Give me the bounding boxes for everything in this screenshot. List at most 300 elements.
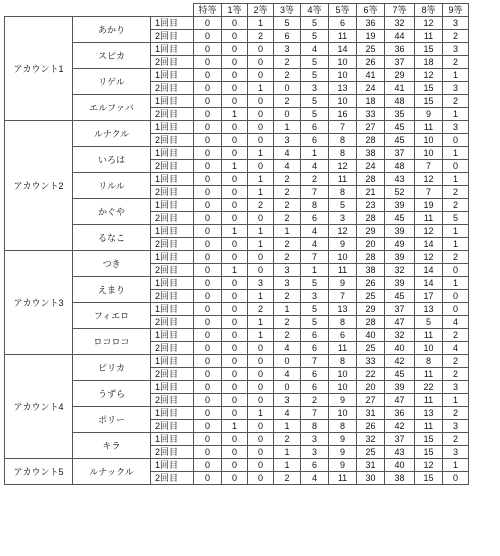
count-cell: 1 [248,238,274,251]
count-cell: 2 [443,95,469,108]
count-cell: 0 [194,303,222,316]
table-row [5,121,469,134]
character-name: ルナックル [73,459,151,485]
count-cell: 0 [222,394,248,407]
count-cell: 28 [357,316,385,329]
count-cell: 39 [385,199,415,212]
count-cell: 6 [301,134,329,147]
count-cell: 2 [248,303,274,316]
table-row [5,95,469,108]
count-cell: 0 [194,17,222,30]
count-cell: 1 [443,69,469,82]
count-cell: 0 [222,69,248,82]
count-cell: 1 [222,108,248,121]
count-cell: 10 [329,407,357,420]
count-cell: 48 [385,160,415,173]
count-cell: 8 [415,355,443,368]
count-cell: 1 [443,225,469,238]
count-cell: 11 [415,121,443,134]
character-name: キラ [73,433,151,459]
attempt-label: 1回目 [151,95,194,108]
count-cell: 7 [329,290,357,303]
count-cell: 0 [194,446,222,459]
count-cell: 2 [274,433,301,446]
count-cell: 7 [301,251,329,264]
count-cell: 2 [274,212,301,225]
count-cell: 3 [443,420,469,433]
count-cell: 9 [415,108,443,121]
table-row [5,147,469,160]
count-cell: 4 [274,147,301,160]
count-cell: 39 [385,381,415,394]
count-cell: 11 [329,30,357,43]
count-cell: 10 [329,381,357,394]
attempt-label: 2回目 [151,342,194,355]
count-cell: 35 [385,108,415,121]
count-cell: 2 [443,433,469,446]
count-cell: 11 [329,342,357,355]
count-cell: 11 [415,368,443,381]
count-cell: 2 [301,394,329,407]
count-cell: 0 [222,43,248,56]
count-cell: 29 [357,225,385,238]
count-cell: 2 [274,290,301,303]
count-cell: 9 [329,446,357,459]
count-cell: 2 [274,316,301,329]
count-cell: 2 [443,251,469,264]
count-cell: 23 [357,199,385,212]
count-cell: 12 [415,69,443,82]
count-cell: 2 [274,186,301,199]
count-cell: 28 [357,173,385,186]
count-cell: 32 [385,17,415,30]
count-cell: 6 [329,17,357,30]
character-name: うずら [73,381,151,407]
count-cell: 1 [248,173,274,186]
count-cell: 11 [415,394,443,407]
count-cell: 1 [443,147,469,160]
count-cell: 0 [248,446,274,459]
attempt-label: 1回目 [151,329,194,342]
results-body [5,4,469,485]
attempt-label: 2回目 [151,264,194,277]
count-cell: 4 [443,342,469,355]
count-cell: 15 [415,43,443,56]
count-cell: 3 [443,17,469,30]
account-name: アカウント3 [5,251,73,355]
count-cell: 1 [301,264,329,277]
count-cell: 0 [194,225,222,238]
attempt-label: 2回目 [151,290,194,303]
prize-header: 4等 [301,4,329,17]
attempt-label: 2回目 [151,160,194,173]
count-cell: 0 [248,212,274,225]
count-cell: 1 [248,316,274,329]
count-cell: 52 [385,186,415,199]
count-cell: 6 [329,329,357,342]
count-cell: 2 [443,368,469,381]
count-cell: 0 [274,355,301,368]
count-cell: 8 [329,316,357,329]
count-cell: 0 [194,30,222,43]
count-cell: 26 [357,56,385,69]
count-cell: 6 [301,459,329,472]
count-cell: 47 [385,316,415,329]
account-name: アカウント5 [5,459,73,485]
attempt-label: 1回目 [151,43,194,56]
count-cell: 0 [222,355,248,368]
count-cell: 0 [222,472,248,485]
count-cell: 0 [248,134,274,147]
count-cell: 2 [443,329,469,342]
count-cell: 0 [194,329,222,342]
count-cell: 11 [329,472,357,485]
character-name: リゲル [73,69,151,95]
attempt-label: 2回目 [151,316,194,329]
count-cell: 0 [222,446,248,459]
count-cell: 2 [274,238,301,251]
count-cell: 8 [329,147,357,160]
table-row [5,199,469,212]
attempt-label: 2回目 [151,108,194,121]
count-cell: 32 [357,433,385,446]
count-cell: 3 [301,290,329,303]
count-cell: 4 [301,225,329,238]
count-cell: 1 [274,121,301,134]
count-cell: 3 [301,446,329,459]
count-cell: 7 [301,355,329,368]
count-cell: 4 [274,368,301,381]
count-cell: 0 [194,199,222,212]
count-cell: 9 [329,277,357,290]
count-cell: 0 [194,134,222,147]
count-cell: 0 [248,121,274,134]
count-cell: 11 [415,212,443,225]
count-cell: 3 [274,264,301,277]
count-cell: 0 [194,433,222,446]
count-cell: 42 [385,420,415,433]
count-cell: 0 [194,251,222,264]
count-cell: 5 [443,212,469,225]
count-cell: 6 [301,342,329,355]
count-cell: 18 [415,56,443,69]
count-cell: 11 [415,420,443,433]
count-cell: 15 [415,472,443,485]
count-cell: 0 [222,56,248,69]
count-cell: 14 [329,43,357,56]
count-cell: 0 [222,30,248,43]
count-cell: 8 [329,355,357,368]
attempt-label: 2回目 [151,394,194,407]
table-row [5,355,469,368]
count-cell: 5 [274,17,301,30]
count-cell: 0 [194,459,222,472]
count-cell: 0 [194,186,222,199]
prize-header: 2等 [248,4,274,17]
count-cell: 0 [222,212,248,225]
count-cell: 1 [274,225,301,238]
character-name: スピカ [73,43,151,69]
count-cell: 0 [194,43,222,56]
count-cell: 45 [385,290,415,303]
count-cell: 2 [274,69,301,82]
count-cell: 2 [443,56,469,69]
count-cell: 0 [248,420,274,433]
count-cell: 0 [248,95,274,108]
count-cell: 8 [329,134,357,147]
count-cell: 5 [301,69,329,82]
count-cell: 4 [274,407,301,420]
count-cell: 0 [222,329,248,342]
count-cell: 43 [385,446,415,459]
count-cell: 2 [274,95,301,108]
count-cell: 39 [385,225,415,238]
count-cell: 49 [385,238,415,251]
character-name: るなこ [73,225,151,251]
count-cell: 4 [301,160,329,173]
attempt-label: 2回目 [151,82,194,95]
count-cell: 25 [357,342,385,355]
count-cell: 1 [274,446,301,459]
count-cell: 2 [443,186,469,199]
count-cell: 2 [274,173,301,186]
count-cell: 1 [222,225,248,238]
count-cell: 0 [194,264,222,277]
count-cell: 0 [222,277,248,290]
count-cell: 0 [248,160,274,173]
count-cell: 8 [329,420,357,433]
count-cell: 4 [301,472,329,485]
account-name: アカウント2 [5,121,73,251]
character-name: ピリカ [73,355,151,381]
attempt-label: 1回目 [151,433,194,446]
count-cell: 4 [274,160,301,173]
count-cell: 31 [357,459,385,472]
count-cell: 3 [274,43,301,56]
character-name: かぐや [73,199,151,225]
count-cell: 6 [301,329,329,342]
count-cell: 6 [301,212,329,225]
count-cell: 40 [385,342,415,355]
count-cell: 29 [357,303,385,316]
count-cell: 7 [415,160,443,173]
count-cell: 48 [385,95,415,108]
count-cell: 22 [357,368,385,381]
count-cell: 6 [301,368,329,381]
count-cell: 24 [357,82,385,95]
lottery-results-page [4,3,469,485]
count-cell: 1 [248,225,274,238]
count-cell: 0 [248,56,274,69]
character-name: つき [73,251,151,277]
count-cell: 2 [248,199,274,212]
count-cell: 1 [443,459,469,472]
character-name: エルファバ [73,95,151,121]
count-cell: 15 [415,446,443,459]
prize-header: 特等 [194,4,222,17]
count-cell: 1 [443,238,469,251]
count-cell: 0 [222,199,248,212]
count-cell: 0 [248,264,274,277]
count-cell: 7 [329,121,357,134]
count-cell: 39 [385,251,415,264]
count-cell: 15 [415,95,443,108]
attempt-label: 1回目 [151,303,194,316]
count-cell: 29 [385,69,415,82]
count-cell: 1 [248,329,274,342]
count-cell: 1 [301,147,329,160]
prize-header: 9等 [443,4,469,17]
count-cell: 1 [443,108,469,121]
count-cell: 5 [301,316,329,329]
table-row [5,277,469,290]
count-cell: 33 [357,108,385,121]
count-cell: 17 [415,290,443,303]
character-name: ポリー [73,407,151,433]
count-cell: 38 [357,147,385,160]
count-cell: 25 [357,290,385,303]
count-cell: 5 [301,30,329,43]
count-cell: 3 [301,433,329,446]
prize-header: 1等 [222,4,248,17]
count-cell: 1 [222,264,248,277]
count-cell: 33 [357,355,385,368]
count-cell: 37 [385,433,415,446]
count-cell: 1 [274,459,301,472]
count-cell: 0 [222,186,248,199]
count-cell: 30 [357,472,385,485]
count-cell: 0 [248,43,274,56]
count-cell: 0 [222,173,248,186]
count-cell: 1 [248,17,274,30]
count-cell: 0 [222,134,248,147]
count-cell: 0 [194,160,222,173]
count-cell: 1 [274,303,301,316]
count-cell: 0 [248,381,274,394]
count-cell: 44 [385,30,415,43]
count-cell: 3 [329,212,357,225]
count-cell: 13 [329,82,357,95]
count-cell: 15 [415,433,443,446]
count-cell: 3 [274,394,301,407]
count-cell: 0 [194,342,222,355]
character-name: えまり [73,277,151,303]
account-name: アカウント4 [5,355,73,459]
count-cell: 3 [443,121,469,134]
count-cell: 37 [385,56,415,69]
table-row [5,17,469,30]
count-cell: 0 [194,238,222,251]
count-cell: 37 [385,147,415,160]
count-cell: 45 [385,368,415,381]
count-cell: 3 [443,381,469,394]
count-cell: 0 [248,368,274,381]
count-cell: 25 [357,446,385,459]
count-cell: 19 [415,199,443,212]
count-cell: 0 [248,251,274,264]
count-cell: 9 [329,433,357,446]
attempt-label: 2回目 [151,420,194,433]
count-cell: 0 [443,134,469,147]
count-cell: 8 [301,199,329,212]
table-row [5,433,469,446]
count-cell: 3 [443,446,469,459]
count-cell: 11 [415,30,443,43]
count-cell: 2 [443,355,469,368]
count-cell: 36 [385,43,415,56]
count-cell: 0 [194,121,222,134]
count-cell: 5 [329,199,357,212]
attempt-label: 2回目 [151,368,194,381]
table-row [5,69,469,82]
count-cell: 13 [329,303,357,316]
count-cell: 1 [274,420,301,433]
count-cell: 2 [248,30,274,43]
count-cell: 0 [222,17,248,30]
count-cell: 0 [274,381,301,394]
count-cell: 21 [357,186,385,199]
table-row [5,225,469,238]
count-cell: 1 [443,394,469,407]
count-cell: 15 [415,82,443,95]
count-cell: 1 [443,173,469,186]
count-cell: 28 [357,134,385,147]
attempt-label: 2回目 [151,212,194,225]
count-cell: 0 [194,108,222,121]
count-cell: 0 [222,147,248,160]
count-cell: 28 [357,251,385,264]
prize-header: 3等 [274,4,301,17]
count-cell: 12 [415,225,443,238]
attempt-label: 1回目 [151,381,194,394]
count-cell: 2 [274,472,301,485]
count-cell: 24 [357,160,385,173]
count-cell: 3 [248,277,274,290]
attempt-label: 1回目 [151,225,194,238]
count-cell: 39 [385,277,415,290]
attempt-label: 1回目 [151,355,194,368]
account-name: アカウント1 [5,17,73,121]
count-cell: 6 [301,121,329,134]
count-cell: 5 [301,95,329,108]
count-cell: 0 [222,251,248,264]
count-cell: 27 [357,121,385,134]
count-cell: 0 [194,82,222,95]
attempt-label: 2回目 [151,472,194,485]
count-cell: 22 [415,381,443,394]
count-cell: 37 [385,303,415,316]
count-cell: 12 [329,225,357,238]
count-cell: 0 [274,82,301,95]
count-cell: 1 [222,160,248,173]
count-cell: 10 [415,134,443,147]
count-cell: 0 [194,173,222,186]
count-cell: 12 [415,459,443,472]
count-cell: 9 [329,238,357,251]
count-cell: 32 [385,264,415,277]
count-cell: 41 [357,69,385,82]
count-cell: 12 [329,160,357,173]
count-cell: 0 [222,121,248,134]
attempt-label: 2回目 [151,134,194,147]
count-cell: 0 [194,277,222,290]
count-cell: 0 [248,472,274,485]
character-name: あかり [73,17,151,43]
count-cell: 0 [194,147,222,160]
count-cell: 0 [248,433,274,446]
count-cell: 3 [301,82,329,95]
count-cell: 5 [301,303,329,316]
